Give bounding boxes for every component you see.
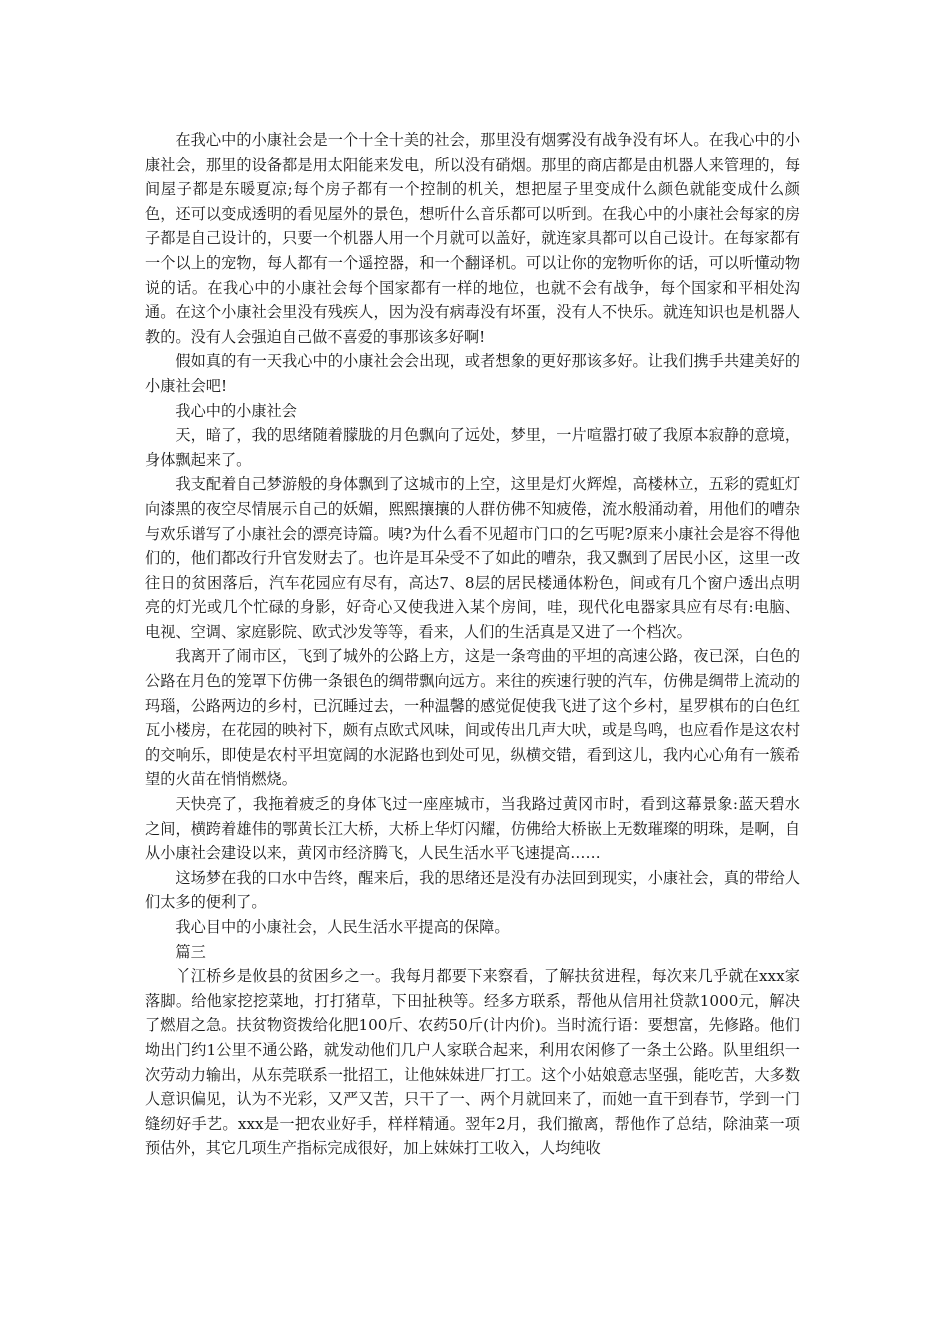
paragraph-5: 我离开了闹市区，飞到了城外的公路上方，这是一条弯曲的平坦的高速公路，夜已深，白色的公路在月色的笼罩下仿佛一条银色的绸带飘向远方。来往的疾速行驶的汽车，仿佛是绸带上流动的玛瑙，公路两边的乡村，已沉睡过去，一种温馨的感觉促使我飞进了这个乡村，星罗棋布的白色红瓦小楼房，在花园的映衬下，颇有点欧式风味，间或传出几声大吠，或是鸟鸣，也应看作是这农村的交响乐，即使是农村平坦宽阔的水泥路也到处可见，纵横交错，看到这儿，我内心心角有一簇希望的火苗在悄悄燃烧。: [145, 647, 800, 789]
paragraph-2: 假如真的有一天我心中的小康社会会出现，或者想象的更好那该多好。让我们携手共建美好的小康社会吧!: [145, 352, 800, 395]
paragraph-9: 丫江桥乡是攸县的贫困乡之一。我每月都要下来察看，了解扶贫进程，每次来几乎就在xxx家落脚。给他家挖挖菜地，打打猪草，下田扯秧等。经多方联系，帮他从信用社贷款1000元，解决了燃眉之急。扶贫物资拨给化肥100斤、农药50斤(计内价)。当时流行语：要想富，先修路。他们坳出门约1公里不通公路，就发动他们几户人家联合起来，利用农闲修了一条土公路。队里组织一次劳动力输出，从东莞联系一批招工，让他妹妹进厂打工。这个小姑娘意志坚强，能吃苦，大多数人意识偏见，认为不光彩，又严又苦，只干了一、两个月就回来了，而她一直干到春节，学到一门缝纫好手艺。xxx是一把农业好手，样样精通。翌年2月，我们撤离，帮他作了总结，除油菜一项预估外，其它几项生产指标完成很好，加上妹妹打工收入，人均纯收: [145, 967, 800, 1158]
paragraph-1: 在我心中的小康社会是一个十全十美的社会，那里没有烟雾没有战争没有坏人。在我心中的小康社会，那里的设备都是用太阳能来发电，所以没有硝烟。那里的商店都是由机器人来管理的，每间屋子都是东暖夏凉;每个房子都有一个控制的机关，想把屋子里变成什么颜色就能变成什么颜色，还可以变成透明的看见屋外的景色，想听什么音乐都可以听到。在我心中的小康社会每家的房子都是自己设计的，只要一个机器人用一个月就可以盖好，就连家具都可以自己设计。在每家都有一个以上的宠物，每人都有一个遥控器，和一个翻译机。可以让你的宠物听你的话，可以听懂动物说的话。在我心中的小康社会每个国家都有一样的地位，也就不会有战争，每个国家和平相处沟通。在这个小康社会里没有残疾人，因为没有病毒没有坏蛋，没有人不快乐。就连知识也是机器人教的。没有人会强迫自己做不喜爱的事那该多好啊!: [145, 131, 800, 346]
document-body: [145, 128, 800, 1161]
paragraph-6: 天快亮了，我拖着疲乏的身体飞过一座座城市，当我路过黄冈市时，看到这幕景象:蓝天碧水之间，横跨着雄伟的鄂黄长江大桥，大桥上华灯闪耀，仿佛给大桥嵌上无数璀璨的明珠，是啊，自从小康社会建设以来，黄冈市经济腾飞，人民生活水平飞速提高……: [145, 795, 800, 863]
section-heading-xiaokang: 我心中的小康社会: [175, 401, 297, 420]
section-heading-part-three: 篇三: [175, 942, 206, 961]
paragraph-8: 我心目中的小康社会，人民生活水平提高的保障。: [175, 918, 510, 936]
paragraph-3: 天，暗了，我的思绪随着朦胧的月色飘向了远处，梦里，一片喧嚣打破了我原本寂静的意境，身体飘起来了。: [145, 426, 800, 469]
paragraph-4: 我支配着自己梦游般的身体飘到了这城市的上空，这里是灯火辉煌，高楼林立，五彩的霓虹灯向漆黑的夜空尽情展示自己的妖媚，熙熙攘攘的人群仿佛不知疲倦，流水般涌动着，用他们的嘈杂与欢乐谱写了小康社会的漂亮诗篇。咦?为什么看不见超市门口的乞丐呢?原来小康社会是容不得他们的，他们都改行升官发财去了。也许是耳朵受不了如此的嘈杂，我又飘到了居民小区，这里一改往日的贫困落后，汽车花园应有尽有，高达7、8层的居民楼通体粉色，间或有几个窗户透出点明亮的灯光或几个忙碌的身影，好奇心又使我进入某个房间，哇，现代化电器家具应有尽有:电脑、电视、空调、家庭影院、欧式沙发等等，看来，人们的生活真是又进了一个档次。: [145, 475, 800, 641]
paragraph-7: 这场梦在我的口水中告终，醒来后，我的思绪还是没有办法回到现实，小康社会，真的带给人们太多的便利了。: [145, 868, 800, 912]
